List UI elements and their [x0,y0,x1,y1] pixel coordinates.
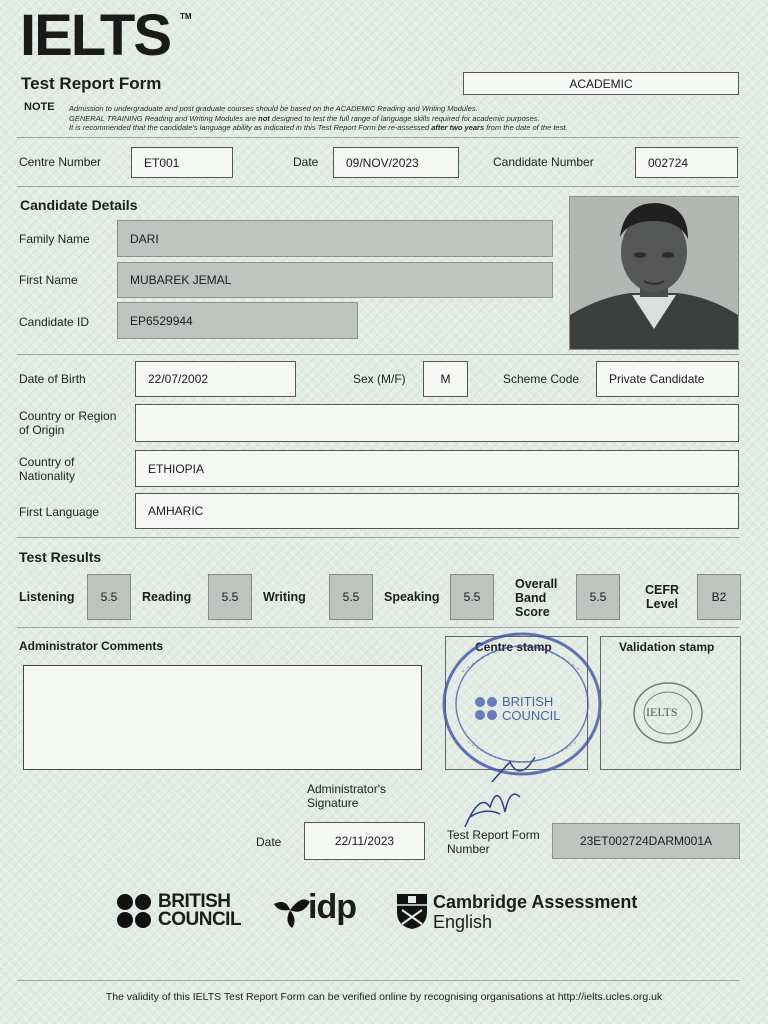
test-date-label: Date [293,155,319,169]
idp-leaf-icon [272,894,312,930]
candidate-id-label: Candidate ID [19,315,90,329]
nationality-label: Country of Nationality [19,455,76,483]
divider [17,980,739,981]
divider [17,186,739,187]
footer-verification-text: The validity of this IELTS Test Report Form can be verified online by recognising organisations at http://ielts.ucles.org.uk [105,991,663,1003]
idp-logo: idp [272,892,372,932]
writing-label: Writing [263,590,306,604]
scheme-code-label: Scheme Code [503,372,580,386]
scheme-code-field: Private Candidate [596,361,739,397]
cefr-level-score: B2 [697,574,741,620]
dob-label: Date of Birth [19,372,86,386]
speaking-score: 5.5 [450,574,494,620]
origin-label: Country or Region of Origin [19,409,117,437]
dob-field: 22/07/2002 [135,361,296,397]
first-name-field: MUBAREK JEMAL [117,262,553,298]
speaking-label: Speaking [384,590,440,604]
origin-field [135,404,739,442]
family-name-label: Family Name [19,232,90,246]
module-field [463,72,739,95]
cambridge-shield-icon [395,892,429,930]
cambridge-logo: Cambridge Assessment English [395,892,640,932]
centre-stamp [440,632,605,782]
listening-label: Listening [19,590,75,604]
stamp-text: BRITISH COUNCIL [502,694,561,723]
overall-band-label: Overall Band Score [515,577,558,619]
person-silhouette-icon [570,197,738,349]
note-text: Admission to undergraduate and post graduate courses should be based on the ACADEMIC Reading and Writing Modules. GENERAL TRAINING Reading and Writing Modules are not designed to test the full range of language skills required for academic purposes. It is recommended that the candidate's language ability as indicated in this Test Report Form be re-assessed after two years from the date of the test. [69,104,568,132]
first-language-field: AMHARIC [135,493,739,529]
candidate-id-field: EP6529944 [117,302,358,339]
reading-score: 5.5 [208,574,252,620]
ielts-logo: IELTS TM [20,3,192,68]
overall-band-score: 5.5 [576,574,620,620]
divider [17,354,739,355]
validation-stamp-label: Validation stamp [619,640,715,654]
admin-comments-label: Administrator Comments [19,639,164,653]
centre-number-field: ET001 [131,147,233,178]
divider [17,627,739,628]
nationality-field: ETHIOPIA [135,450,739,487]
divider [17,137,739,138]
listening-score: 5.5 [87,574,131,620]
trf-number-label: Test Report Form Number [447,828,540,856]
test-date-field: 09/NOV/2023 [333,147,459,178]
british-council-logo: BRITISH COUNCIL [116,893,246,933]
signature [460,772,530,832]
module-value: ACADEMIC [569,76,633,91]
test-results-title: Test Results [19,549,102,565]
cefr-level-label: CEFR Level [645,583,680,611]
candidate-number-label: Candidate Number [493,155,594,169]
reading-label: Reading [142,590,192,604]
signature-scribble-icon [460,772,530,832]
candidate-number-field: 002724 [635,147,738,178]
divider [17,537,739,538]
british-council-dots-icon [116,893,156,931]
issue-date-field: 22/11/2023 [304,822,425,860]
family-name-field: DARI [117,220,553,257]
issue-date-label: Date [256,835,282,849]
candidate-photo [569,196,739,350]
validation-stamp: IELTS [632,681,704,745]
trf-number-field: 23ET002724DARM001A [552,823,740,859]
sex-label: Sex (M/F) [353,372,406,386]
note-label: NOTE [24,101,55,113]
admin-comments-box [23,665,422,770]
centre-stamp-label: Centre stamp [475,640,552,654]
first-language-label: First Language [19,505,100,519]
signature-label: Administrator's Signature [307,782,386,810]
first-name-label: First Name [19,273,78,287]
sex-field: M [423,361,468,397]
form-title: Test Report Form [21,74,162,93]
writing-score: 5.5 [329,574,373,620]
candidate-details-title: Candidate Details [20,197,138,213]
centre-number-label: Centre Number [19,155,102,169]
